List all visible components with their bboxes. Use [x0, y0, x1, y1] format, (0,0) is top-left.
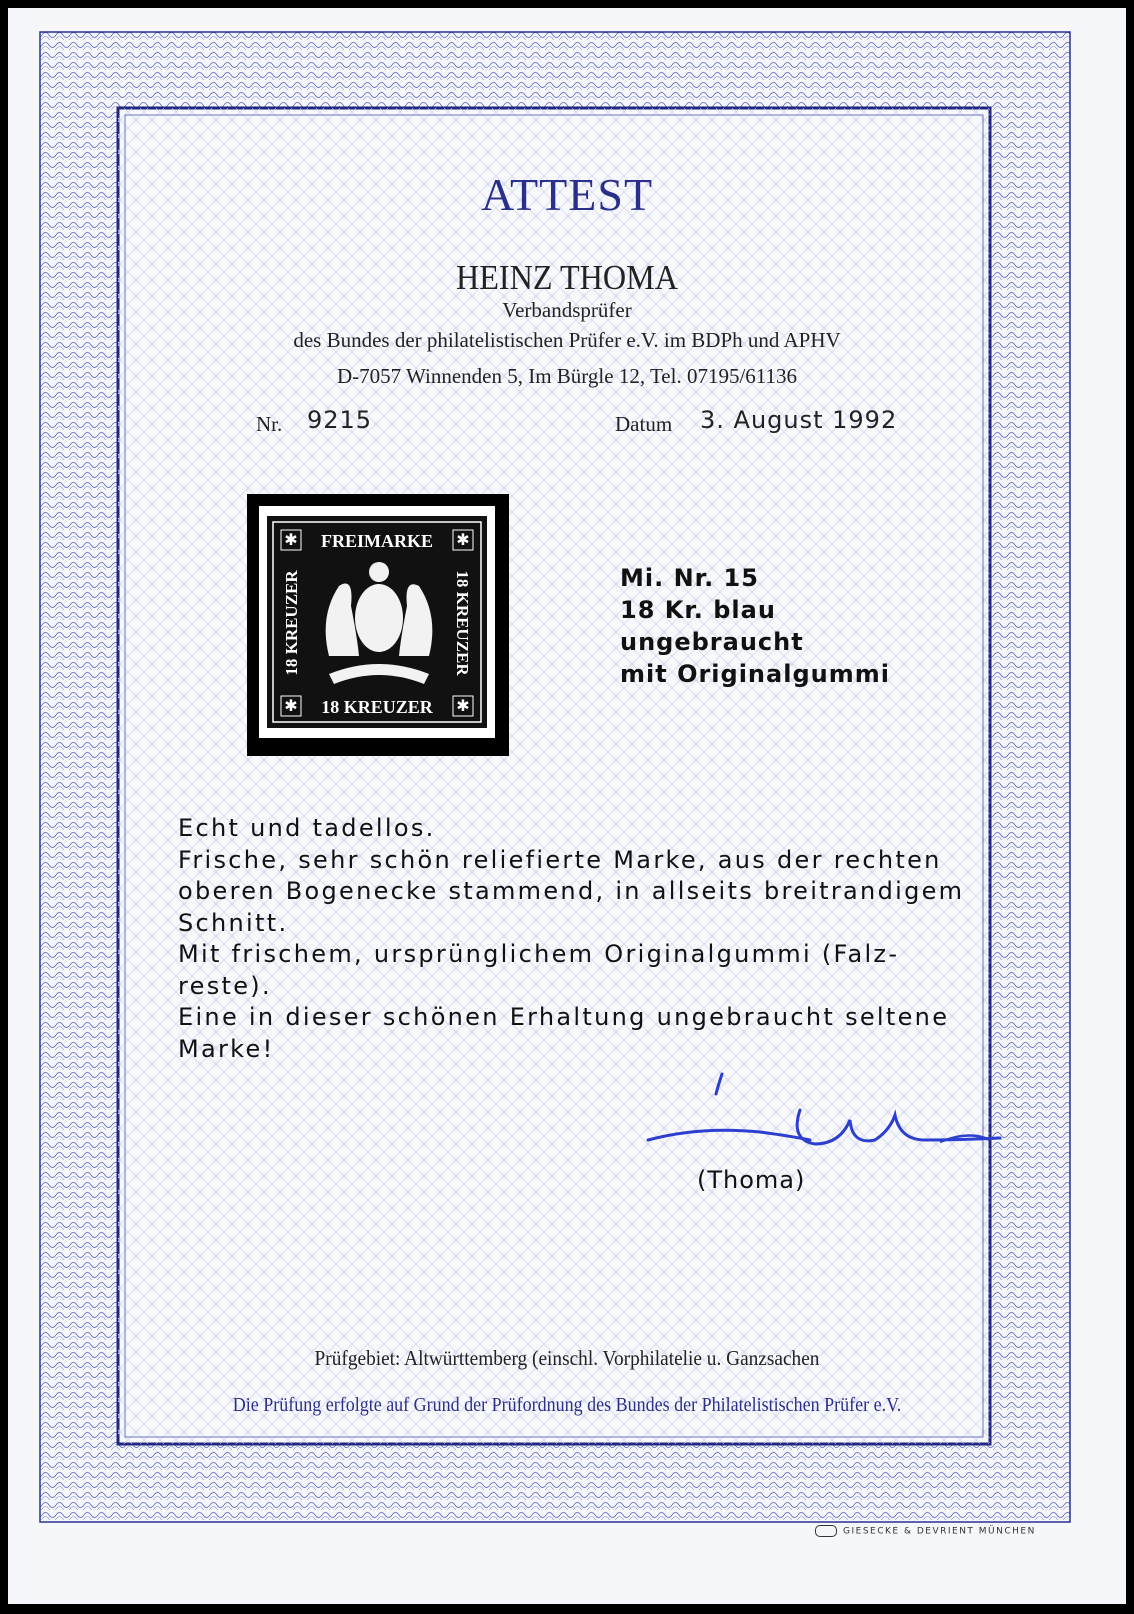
certificate-body	[178, 813, 964, 1065]
stamp-image	[247, 494, 509, 756]
body-line: Frische, sehr schön reliefierte Marke, aus der rechten	[178, 845, 942, 874]
printer-name: GIESECKE & DEVRIENT MÜNCHEN	[843, 1526, 1036, 1537]
svg-text:✱: ✱	[284, 698, 298, 715]
examiner-role: Verbandsprüfer	[502, 298, 632, 322]
number-label: Nr.	[256, 412, 283, 436]
stamp-left-text: 18 KREUZER	[282, 570, 301, 676]
printer-logo-icon	[815, 1525, 837, 1537]
examination-regulation: Die Prüfung erfolgte auf Grund der Prüfordnung des Bundes der Philatelistischen Prüfer e.V.	[232, 1394, 902, 1416]
stamp-top-text: FREIMARKE	[321, 531, 433, 551]
printer-imprint	[815, 1525, 1036, 1537]
signature	[640, 1060, 1020, 1170]
svg-text:✱: ✱	[456, 698, 470, 715]
certificate-number: 9215	[307, 406, 373, 434]
condition: ungebraucht	[620, 628, 804, 656]
body-line: Marke!	[178, 1034, 275, 1063]
denomination: 18 Kr. blau	[620, 596, 776, 624]
certificate-date: 3. August 1992	[700, 406, 898, 434]
stamp-right-text: 18 KREUZER	[453, 570, 472, 676]
examiner-address: D-7057 Winnenden 5, Im Bürgle 12, Tel. 07195/61136	[336, 364, 798, 388]
body-line: Mit frischem, ursprünglichem Originalgummi (Falz-	[178, 940, 900, 968]
svg-text:✱: ✱	[456, 532, 470, 549]
signature-name: (Thoma)	[697, 1166, 806, 1194]
examiner-association: des Bundes der philatelistischen Prüfer e.V. im BDPh und APHV	[293, 328, 841, 352]
examination-scope: Prüfgebiet: Altwürttemberg (einschl. Vorphilatelie u. Ganzsachen	[314, 1346, 820, 1370]
svg-text:✱: ✱	[284, 532, 298, 549]
examiner-name: HEINZ THOMA	[455, 258, 679, 297]
date-label: Datum	[615, 412, 673, 436]
stamp-bottom-text: 18 KREUZER	[321, 697, 433, 717]
body-line: Eine in dieser schönen Erhaltung ungebraucht seltene	[178, 1003, 950, 1031]
body-line: Echt und tadellos.	[178, 814, 436, 842]
gum-status: mit Originalgummi	[620, 660, 890, 688]
body-line: oberen Bogenecke stammend, in allseits breitrandigem	[178, 877, 965, 905]
catalog-number: Mi. Nr. 15	[620, 564, 759, 592]
certificate-title: ATTEST	[480, 169, 654, 220]
body-line: Schnitt.	[178, 908, 289, 937]
body-line: reste).	[178, 971, 272, 1000]
stamp-description	[620, 562, 890, 690]
